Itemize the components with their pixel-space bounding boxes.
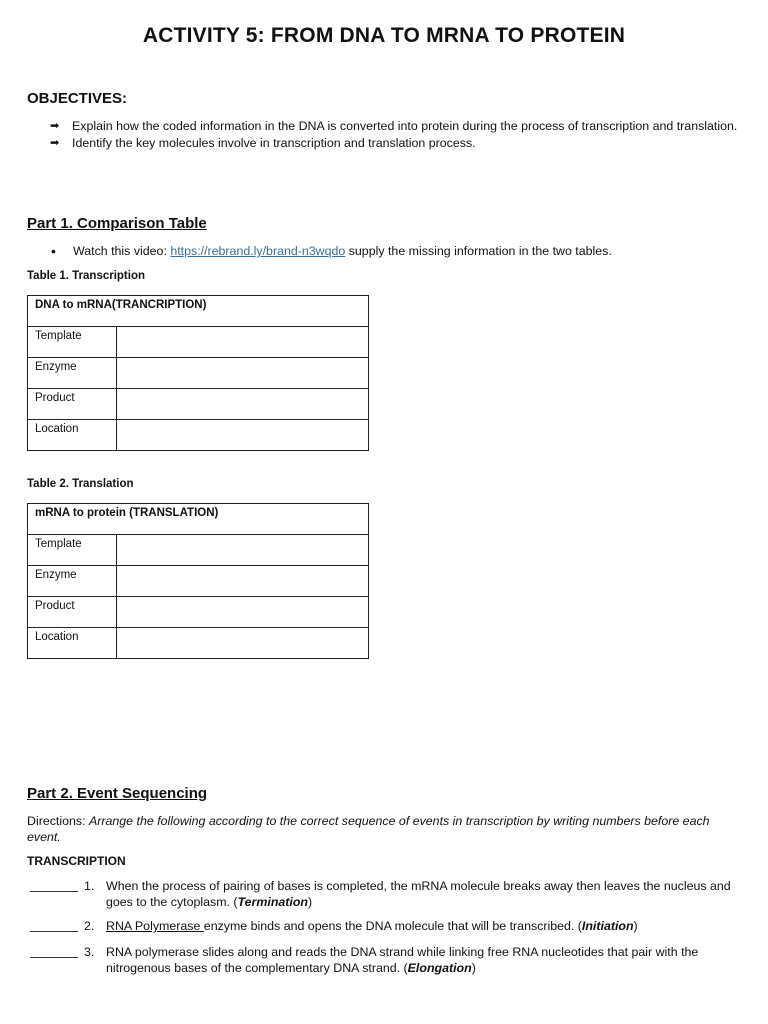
item-number: 2. bbox=[84, 919, 95, 933]
table2-product-cell[interactable] bbox=[117, 597, 369, 628]
part1-instructions bbox=[50, 244, 740, 261]
table2-template-cell[interactable] bbox=[117, 535, 369, 566]
table1-caption: Table 1. Transcription bbox=[27, 270, 146, 282]
item-text-pre: RNA polymerase slides along and reads the DNA strand while linking free RNA nucleotides that pair with the nitrogenous bases of the complementary DNA strand. ( bbox=[106, 945, 699, 975]
translation-table bbox=[27, 503, 369, 659]
objective-text: Identify the key molecules involve in transcription and translation process. bbox=[72, 135, 476, 150]
instruction-suffix: supply the missing information in the two tables. bbox=[345, 244, 612, 258]
transcription-subheading: TRANSCRIPTION bbox=[27, 854, 126, 868]
video-link[interactable]: https://rebrand.ly/brand-n3wqdo bbox=[170, 244, 346, 258]
item-text-post: ) bbox=[633, 919, 638, 933]
objectives-heading: OBJECTIVES: bbox=[27, 90, 128, 107]
table2-caption: Table 2. Translation bbox=[27, 478, 134, 490]
item-text bbox=[106, 918, 746, 934]
page-title: ACTIVITY 5: FROM DNA TO MRNA TO PROTEIN bbox=[142, 24, 626, 47]
arrow-bullet-icon: ➡ bbox=[50, 136, 60, 149]
table2-row-label: Template bbox=[28, 535, 117, 566]
item-number: 1. bbox=[84, 879, 95, 893]
table1-product-cell[interactable] bbox=[117, 389, 369, 420]
item-text bbox=[106, 878, 746, 910]
part1-heading: Part 1. Comparison Table bbox=[27, 215, 207, 232]
table2-row-label: Location bbox=[28, 628, 117, 659]
answer-blank[interactable] bbox=[30, 878, 78, 892]
table1-location-cell[interactable] bbox=[117, 420, 369, 451]
table1-template-cell[interactable] bbox=[117, 327, 369, 358]
item-number: 3. bbox=[84, 945, 95, 959]
instruction-prefix: Watch this video: bbox=[73, 244, 171, 258]
stage-label: Initiation bbox=[581, 919, 634, 933]
transcription-table bbox=[27, 295, 369, 451]
objective-item bbox=[50, 136, 740, 152]
item-text-post: ) bbox=[308, 895, 313, 909]
directions bbox=[27, 813, 743, 845]
instruction-item bbox=[50, 244, 740, 260]
table1-header: DNA to mRNA(TRANCRIPTION) bbox=[28, 296, 369, 327]
sequence-item bbox=[30, 918, 746, 934]
table1-row-label: Product bbox=[28, 389, 117, 420]
item-text-post: ) bbox=[471, 961, 476, 975]
answer-blank[interactable] bbox=[30, 944, 78, 958]
table2-header: mRNA to protein (TRANSLATION) bbox=[28, 504, 369, 535]
directions-text: Arrange the following according to the correct sequence of events in transcription by writing numbers before each event. bbox=[27, 814, 710, 844]
item-text-pre: When the process of pairing of bases is completed, the mRNA molecule breaks away then leaves the nucleus and goes to the cytoplasm. ( bbox=[106, 879, 731, 909]
objective-text: Explain how the coded information in the DNA is converted into protein during the process of transcription and translation. bbox=[72, 119, 738, 133]
item-text-mid: enzyme binds and opens the DNA molecule that will be transcribed. ( bbox=[203, 919, 582, 933]
table1-enzyme-cell[interactable] bbox=[117, 358, 369, 389]
answer-blank[interactable] bbox=[30, 918, 78, 932]
part2-heading: Part 2. Event Sequencing bbox=[27, 785, 208, 802]
underlined-term: RNA Polymerase bbox=[106, 919, 204, 933]
instruction-text bbox=[73, 244, 612, 260]
objectives-list bbox=[50, 119, 740, 152]
arrow-bullet-icon: ➡ bbox=[50, 120, 60, 132]
dot-bullet-icon: • bbox=[51, 243, 56, 259]
stage-label: Elongation bbox=[407, 961, 472, 975]
table2-row-label: Product bbox=[28, 597, 117, 628]
sequence-item bbox=[30, 878, 746, 910]
item-text bbox=[106, 944, 746, 976]
table2-row-label: Enzyme bbox=[28, 566, 117, 597]
objective-item bbox=[50, 119, 740, 135]
table1-row-label: Enzyme bbox=[28, 358, 117, 389]
table1-row-label: Location bbox=[28, 420, 117, 451]
stage-label: Termination bbox=[237, 895, 308, 909]
table2-location-cell[interactable] bbox=[117, 628, 369, 659]
sequence-item bbox=[30, 944, 746, 976]
table2-enzyme-cell[interactable] bbox=[117, 566, 369, 597]
table1-row-label: Template bbox=[28, 327, 117, 358]
directions-label: Directions: bbox=[27, 814, 89, 828]
